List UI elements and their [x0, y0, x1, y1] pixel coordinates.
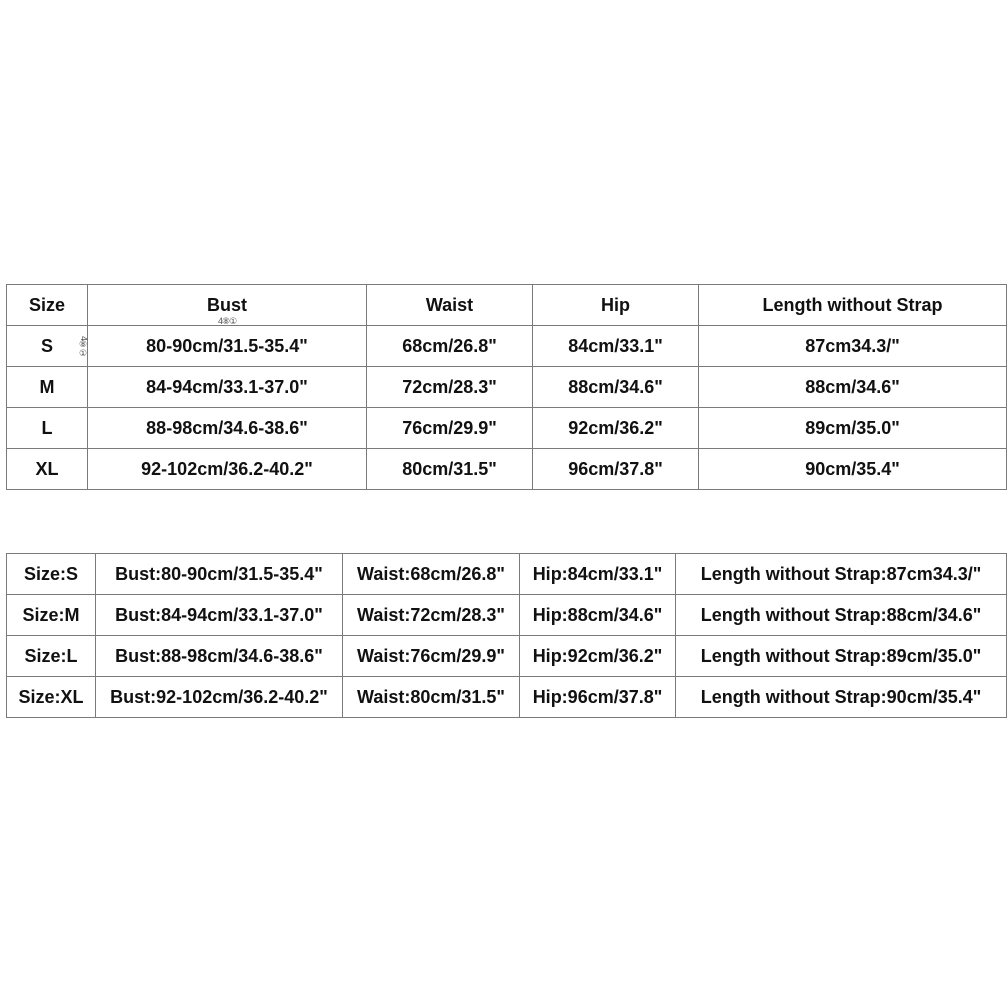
hip-cell: Hip:96cm/37.8" — [520, 677, 676, 718]
size-cell: XL — [7, 449, 88, 490]
table-row — [7, 449, 1007, 490]
table-row — [7, 595, 1007, 636]
table-row — [7, 554, 1007, 595]
bust-cell: 88-98cm/34.6-38.6" — [88, 408, 367, 449]
waist-cell: 76cm/29.9" — [367, 408, 533, 449]
bust-cell: Bust:92-102cm/36.2-40.2" — [96, 677, 343, 718]
waist-cell: 80cm/31.5" — [367, 449, 533, 490]
size-cell: Size:S — [7, 554, 96, 595]
bust-cell: Bust:88-98cm/34.6-38.6" — [96, 636, 343, 677]
length-cell: Length without Strap:88cm/34.6" — [676, 595, 1007, 636]
table-row — [7, 326, 1007, 367]
waist-cell: Waist:68cm/26.8" — [343, 554, 520, 595]
bust-cell: Bust:80-90cm/31.5-35.4" — [96, 554, 343, 595]
hip-cell: 92cm/36.2" — [533, 408, 699, 449]
waist-cell: Waist:72cm/28.3" — [343, 595, 520, 636]
size-cell: M — [7, 367, 88, 408]
header-size: Size — [7, 285, 88, 326]
waist-cell: 72cm/28.3" — [367, 367, 533, 408]
table-row — [7, 677, 1007, 718]
size-cell: L — [7, 408, 88, 449]
size-cell: Size:M — [7, 595, 96, 636]
length-cell: Length without Strap:89cm/35.0" — [676, 636, 1007, 677]
hip-cell: Hip:88cm/34.6" — [520, 595, 676, 636]
length-cell: 89cm/35.0" — [699, 408, 1007, 449]
length-cell: Length without Strap:87cm34.3/" — [676, 554, 1007, 595]
scan-artifact-mark: 4⑧① — [218, 316, 237, 326]
size-list-table — [6, 553, 1007, 718]
waist-cell: 68cm/26.8" — [367, 326, 533, 367]
hip-cell: Hip:84cm/33.1" — [520, 554, 676, 595]
table-row — [7, 408, 1007, 449]
length-cell: 88cm/34.6" — [699, 367, 1007, 408]
waist-cell: Waist:80cm/31.5" — [343, 677, 520, 718]
header-bust — [88, 285, 367, 326]
header-length: Length without Strap — [699, 285, 1007, 326]
hip-cell: 96cm/37.8" — [533, 449, 699, 490]
bust-cell: Bust:84-94cm/33.1-37.0" — [96, 595, 343, 636]
size-cell: Size:L — [7, 636, 96, 677]
table-header-row — [7, 285, 1007, 326]
size-cell: Size:XL — [7, 677, 96, 718]
table-row — [7, 367, 1007, 408]
length-cell: Length without Strap:90cm/35.4" — [676, 677, 1007, 718]
hip-cell: 84cm/33.1" — [533, 326, 699, 367]
bust-cell: 92-102cm/36.2-40.2" — [88, 449, 367, 490]
length-cell: 87cm34.3/" — [699, 326, 1007, 367]
size-cell-label: S — [40, 335, 53, 356]
hip-cell: 88cm/34.6" — [533, 367, 699, 408]
table-row — [7, 636, 1007, 677]
hip-cell: Hip:92cm/36.2" — [520, 636, 676, 677]
bust-cell: 80-90cm/31.5-35.4" — [88, 326, 367, 367]
size-cell — [7, 326, 88, 367]
scan-artifact-mark: 4⑧① — [79, 336, 89, 359]
header-bust-label: Bust — [207, 294, 247, 315]
size-chart-table — [6, 284, 1007, 490]
bust-cell: 84-94cm/33.1-37.0" — [88, 367, 367, 408]
header-hip: Hip — [533, 285, 699, 326]
header-waist: Waist — [367, 285, 533, 326]
length-cell: 90cm/35.4" — [699, 449, 1007, 490]
waist-cell: Waist:76cm/29.9" — [343, 636, 520, 677]
